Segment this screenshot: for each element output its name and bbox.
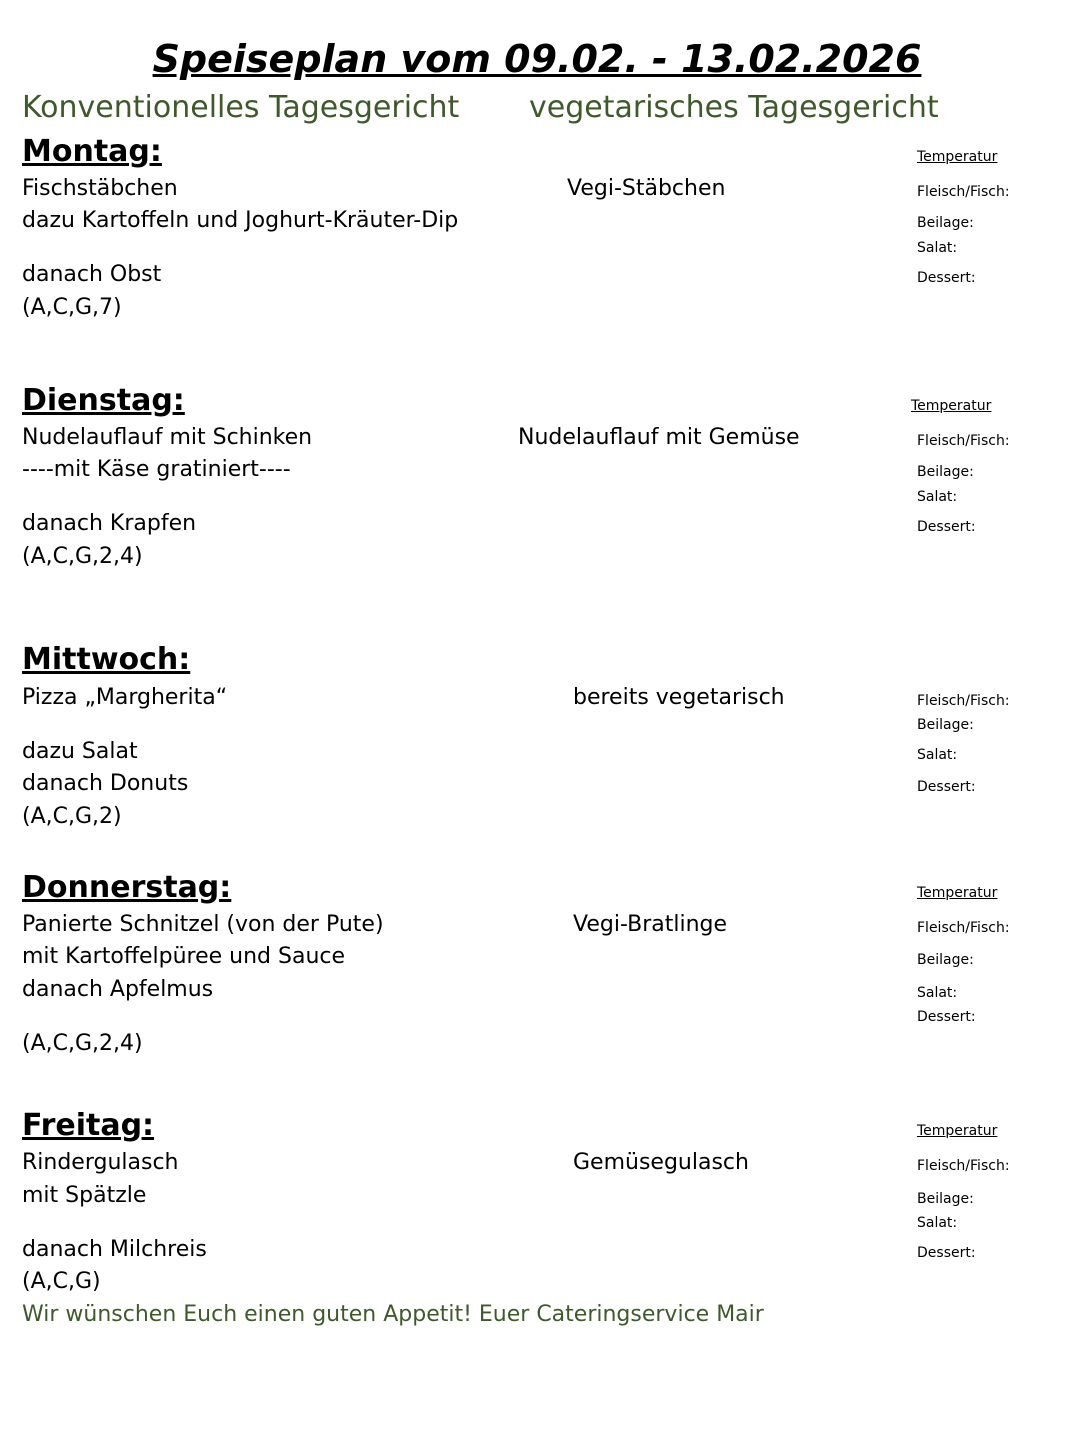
salad-label: Salat: bbox=[917, 747, 958, 763]
dish-line: danach Obst bbox=[22, 262, 162, 287]
page-title: Speiseplan vom 09.02. - 13.02.2026 bbox=[152, 37, 922, 81]
column-heading-conventional: Konventionelles Tagesgericht bbox=[22, 90, 460, 125]
temperature-label: Temperatur bbox=[911, 398, 992, 414]
side-label: Beilage: bbox=[917, 952, 974, 968]
dish-line: Nudelauflauf mit Schinken bbox=[22, 425, 313, 450]
allergen-codes: (A,C,G) bbox=[22, 1269, 101, 1294]
dish-line: Rindergulasch bbox=[22, 1150, 179, 1175]
vegetarian-dish: Nudelauflauf mit Gemüse bbox=[518, 425, 800, 450]
dish-line: danach Donuts bbox=[22, 771, 189, 796]
side-label: Beilage: bbox=[917, 717, 974, 733]
day-heading: Donnerstag: bbox=[22, 870, 232, 905]
day-heading: Montag: bbox=[22, 134, 162, 169]
allergen-codes: (A,C,G,7) bbox=[22, 295, 122, 320]
salad-label: Salat: bbox=[917, 489, 958, 505]
dish-line: ----mit Käse gratiniert---- bbox=[22, 457, 291, 482]
temperature-label: Temperatur bbox=[917, 1123, 998, 1139]
meat-fish-label: Fleisch/Fisch: bbox=[917, 1158, 1010, 1174]
dessert-label: Dessert: bbox=[917, 1009, 976, 1025]
meat-fish-label: Fleisch/Fisch: bbox=[917, 920, 1010, 936]
meat-fish-label: Fleisch/Fisch: bbox=[917, 693, 1010, 709]
column-heading-vegetarian: vegetarisches Tagesgericht bbox=[529, 90, 939, 125]
temperature-label: Temperatur bbox=[917, 149, 998, 165]
footer-greeting: Wir wünschen Euch einen guten Appetit! Euer Cateringservice Mair bbox=[22, 1302, 764, 1327]
dish-line: mit Spätzle bbox=[22, 1183, 147, 1208]
salad-label: Salat: bbox=[917, 1215, 958, 1231]
meat-fish-label: Fleisch/Fisch: bbox=[917, 184, 1010, 200]
dessert-label: Dessert: bbox=[917, 519, 976, 535]
dish-line: mit Kartoffelpüree und Sauce bbox=[22, 944, 346, 969]
dish-line: danach Krapfen bbox=[22, 511, 197, 536]
dessert-label: Dessert: bbox=[917, 1245, 976, 1261]
salad-label: Salat: bbox=[917, 240, 958, 256]
allergen-codes: (A,C,G,2) bbox=[22, 804, 122, 829]
day-heading: Mittwoch: bbox=[22, 642, 191, 677]
day-heading: Freitag: bbox=[22, 1108, 155, 1143]
vegetarian-dish: bereits vegetarisch bbox=[573, 685, 785, 710]
allergen-codes: (A,C,G,2,4) bbox=[22, 1031, 143, 1056]
vegetarian-dish: Vegi-Stäbchen bbox=[567, 176, 726, 201]
dessert-label: Dessert: bbox=[917, 779, 976, 795]
vegetarian-dish: Vegi-Bratlinge bbox=[573, 912, 728, 937]
side-label: Beilage: bbox=[917, 1191, 974, 1207]
day-heading: Dienstag: bbox=[22, 383, 185, 418]
dish-line: dazu Salat bbox=[22, 739, 138, 764]
meat-fish-label: Fleisch/Fisch: bbox=[917, 433, 1010, 449]
dish-line: danach Milchreis bbox=[22, 1237, 207, 1262]
dish-line: Fischstäbchen bbox=[22, 176, 178, 201]
side-label: Beilage: bbox=[917, 464, 974, 480]
dish-line: danach Apfelmus bbox=[22, 977, 214, 1002]
salad-label: Salat: bbox=[917, 985, 958, 1001]
dish-line: dazu Kartoffeln und Joghurt-Kräuter-Dip bbox=[22, 208, 459, 233]
dish-line: Pizza „Margherita“ bbox=[22, 685, 228, 710]
side-label: Beilage: bbox=[917, 215, 974, 231]
vegetarian-dish: Gemüsegulasch bbox=[573, 1150, 749, 1175]
allergen-codes: (A,C,G,2,4) bbox=[22, 544, 143, 569]
dessert-label: Dessert: bbox=[917, 270, 976, 286]
dish-line: Panierte Schnitzel (von der Pute) bbox=[22, 912, 384, 937]
temperature-label: Temperatur bbox=[917, 885, 998, 901]
